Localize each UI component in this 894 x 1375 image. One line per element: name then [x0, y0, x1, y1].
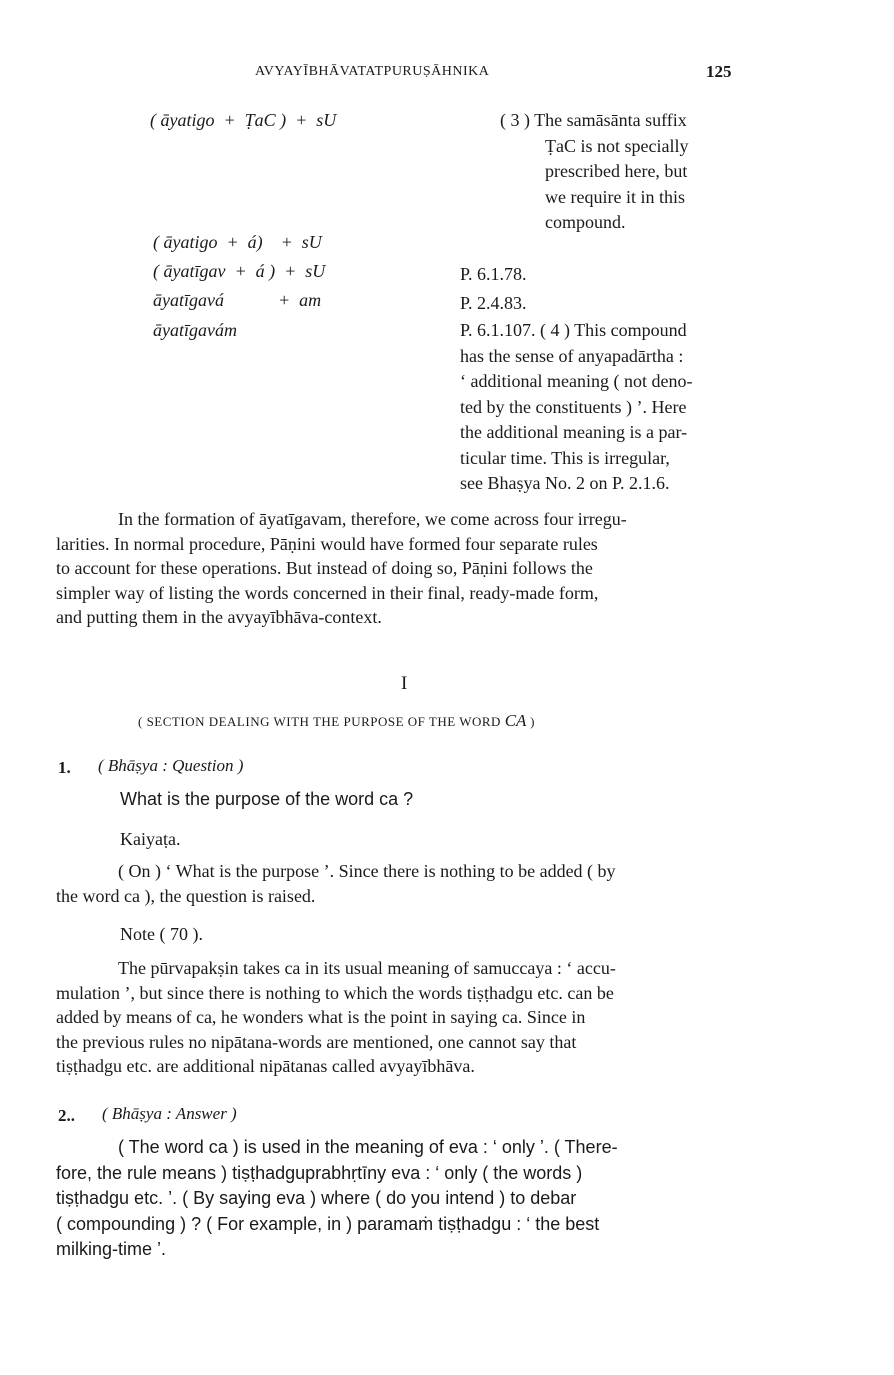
question-text: What is the purpose of the word ca ?: [120, 789, 414, 809]
paragraph-line: fore, the rule means ) tiṣṭhadguprabhṛtīny eva : ‘ only ( the words ): [56, 1162, 583, 1183]
note-line: ‘ additional meaning ( not deno-: [460, 371, 693, 391]
derivation-row: āyatīgavá + am: [153, 290, 322, 310]
body-paragraph: [56, 507, 756, 630]
derivation-row: ( āyatigo + á) + sU: [153, 232, 322, 252]
note-4: [460, 318, 760, 497]
reference: P. 2.4.83.: [460, 293, 527, 313]
item-number: 1.: [58, 758, 71, 777]
paragraph-line: the word ca ), the question is raised.: [56, 885, 316, 906]
note-label: Note ( 70 ).: [120, 924, 203, 944]
note-line: ( 3 ) The samāsānta suffix: [500, 110, 687, 130]
note-line: ticular time. This is irregular,: [460, 447, 670, 468]
paragraph-line: simpler way of listing the words concerned in their final, ready-made form,: [56, 582, 599, 603]
note-line: ted by the constituents ) ’. Here: [460, 396, 687, 417]
derivation-row: āyatīgavám: [153, 320, 237, 340]
derivation-row: ( āyatīgav + á ) + sU: [153, 261, 326, 281]
item-label: ( Bhāṣya : Question ): [98, 756, 244, 775]
paragraph-line: added by means of ca, he wonders what is the point in saying ca. Since in: [56, 1007, 586, 1027]
running-header: AVYAYĪBHĀVATATPURUṢĀHNIKA: [255, 64, 490, 79]
page-number: 125: [706, 62, 732, 81]
section-number: I: [401, 673, 408, 694]
note-line: compound.: [545, 212, 626, 232]
paragraph-line: tiṣṭhadgu etc. ’. ( By saying eva ) where ( do you intend ) to debar: [56, 1188, 577, 1208]
note-line: has the sense of anyapadārtha :: [460, 345, 684, 366]
paragraph-line: the previous rules no nipātana-words are mentioned, one cannot say that: [56, 1031, 577, 1052]
item-number: 2..: [58, 1106, 75, 1125]
section-title-word: CA: [504, 711, 527, 730]
item-label: ( Bhāṣya : Answer ): [102, 1104, 237, 1123]
section-title-text: ( SECTION DEALING WITH THE PURPOSE OF THE WORD: [138, 714, 501, 729]
note-70-paragraph: [56, 956, 756, 1079]
note-3: [500, 108, 752, 236]
paragraph-line: larities. In normal procedure, Pāṇini would have formed four separate rules: [56, 533, 598, 554]
paragraph-line: mulation ’, but since there is nothing to which the words tiṣṭhadgu etc. can be: [56, 982, 614, 1003]
note-line: P. 6.1.107. ( 4 ) This compound: [460, 320, 687, 340]
derivation-row: ( āyatigo + ṬaC ) + sU: [150, 110, 337, 130]
note-line: see Bhaṣya No. 2 on P. 2.1.6.: [460, 473, 670, 493]
note-line: the additional meaning is a par-: [460, 422, 688, 442]
paragraph-line: In the formation of āyatīgavam, therefore, we come across four irregu-: [118, 509, 627, 529]
paragraph-line: ( The word ca ) is used in the meaning of eva : ‘ only ’. ( There-: [118, 1137, 618, 1157]
paragraph-line: and putting them in the avyayībhāva-context.: [56, 607, 382, 627]
commentator-name: Kaiyaṭa.: [120, 829, 181, 849]
paragraph-line: ( On ) ‘ What is the purpose ’. Since there is nothing to be added ( by: [118, 861, 616, 881]
section-title: [138, 711, 535, 731]
paragraph-line: milking-time ’.: [56, 1239, 167, 1259]
paragraph-line: tiṣṭhadgu etc. are additional nipātanas called avyayībhāva.: [56, 1056, 475, 1076]
note-line: prescribed here, but: [545, 161, 688, 181]
paragraph-line: The pūrvapakṣin takes ca in its usual meaning of samuccaya : ‘ accu-: [118, 958, 616, 978]
note-line: we require it in this: [545, 186, 685, 207]
kaiyata-paragraph: [56, 859, 756, 908]
note-line: ṬaC is not specially: [545, 135, 689, 156]
paragraph-line: to account for these operations. But instead of doing so, Pāṇini follows the: [56, 558, 593, 578]
paragraph-line: ( compounding ) ? ( For example, in ) paramaṁ tiṣṭhadgu : ‘ the best: [56, 1213, 600, 1234]
reference: P. 6.1.78.: [460, 264, 527, 284]
section-title-close: ): [530, 714, 536, 729]
answer-paragraph: [56, 1135, 756, 1263]
